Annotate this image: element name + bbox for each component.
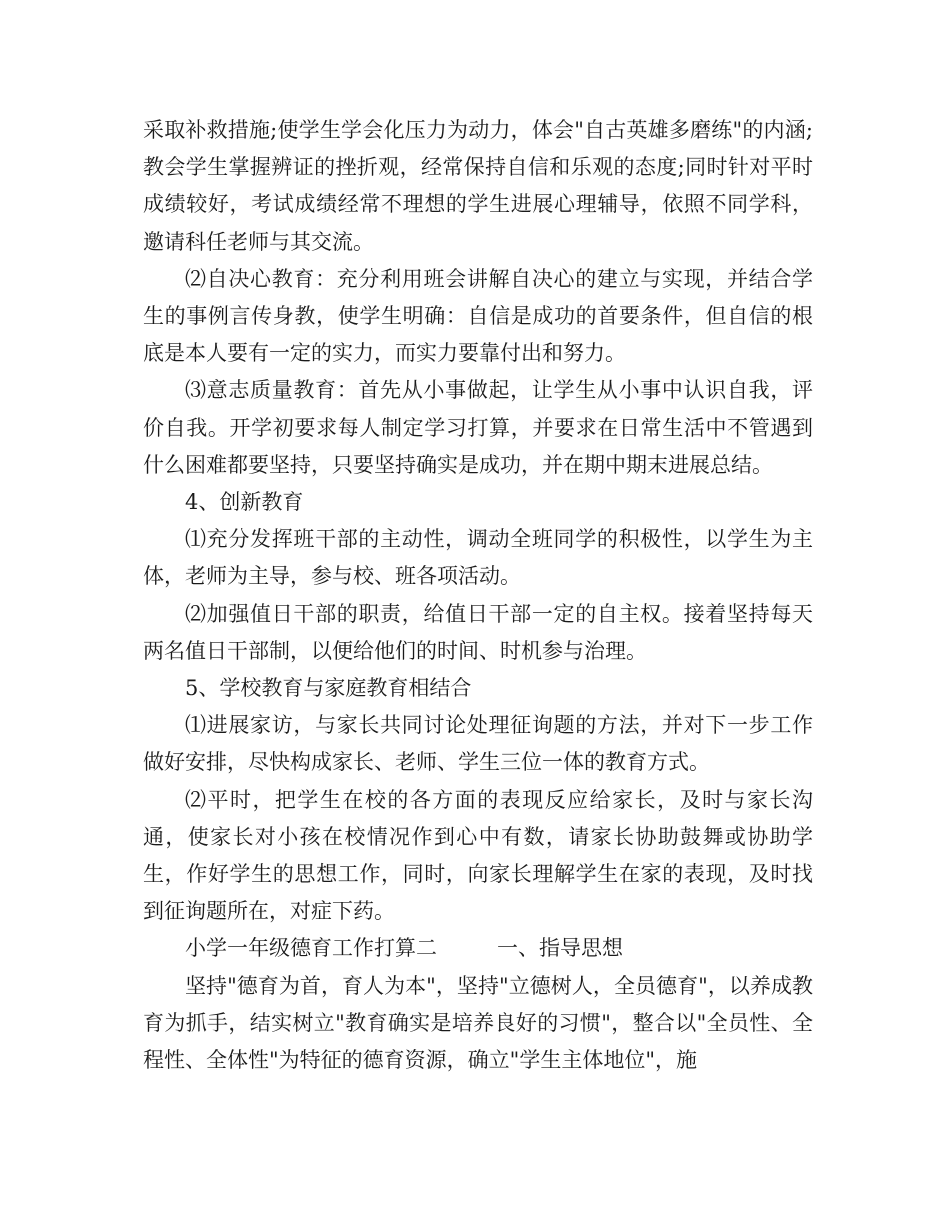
paragraph-remedial-measures: 采取补救措施;使学生学会化压力为动力，体会"自古英雄多磨练"的内涵;教会学生掌握辨证的挫折观，经常保持自信和乐观的态度;同时针对平时成绩较好，考试成绩经常不理想的学生进展心理辅导，依照不同学科，邀请科任老师与其交流。 [143, 118, 813, 254]
paragraph-confidence-education: ⑵自决心教育：充分利用班会讲解自决心的建立与实现，并结合学生的事例言传身教，使学生明确：自信是成功的首要条件，但自信的根底是本人要有一定的实力，而实力要靠付出和努力。 [143, 266, 813, 366]
paragraph-parent-communication: ⑵平时，把学生在校的各方面的表现反应给家长，及时与家长沟通，使家长对小孩在校情况作到心中有数，请家长协助鼓舞或协助学生，作好学生的思想工作，同时，向家长理解学生在家的表现，及时找到征询题所在，对症下药。 [143, 787, 813, 924]
paragraph-willpower-education: ⑶意志质量教育：首先从小事做起，让学生从小事中认识自我，评价自我。开学初要求每人制定学习打算，并要求在日常生活中不管遇到什么困难都要坚持，只要坚持确实是成功，并在期中期末进展总结。 [143, 378, 813, 477]
plan-two-heading [143, 930, 813, 967]
plan-two-title: 小学一年级德育工作打算二 [185, 936, 437, 961]
section-heading-innovation: 4、创新教育 [185, 490, 304, 515]
paragraph-class-cadres: ⑴充分发挥班干部的主动性，调动全班同学的积极性，以学生为主体，老师为主导，参与校、班各项活动。 [143, 527, 813, 589]
section-heading-school-family: 5、学校教育与家庭教育相结合 [185, 676, 472, 701]
paragraph-guiding-ideology: 坚持"德育为首，育人为本"，坚持"立德树人，全员德育"，以养成教育为抓手，结实树立"教育确实是培养良好的习惯"，整合以"全员性、全程性、全体性"为特征的德育资源，确立"学生主体地位"，施 [143, 973, 813, 1073]
guiding-ideology-heading: 一、指导思想 [497, 936, 623, 961]
paragraph-home-visits: ⑴进展家访，与家长共同讨论处理征询题的方法，并对下一步工作做好安排，尽快构成家长、老师、学生三位一体的教育方式。 [143, 713, 813, 775]
document-body [143, 112, 813, 1079]
paragraph-duty-cadres: ⑵加强值日干部的职责，给值日干部一定的自主权。接着坚持每天两名值日干部制，以便给他们的时间、时机参与治理。 [143, 601, 813, 663]
